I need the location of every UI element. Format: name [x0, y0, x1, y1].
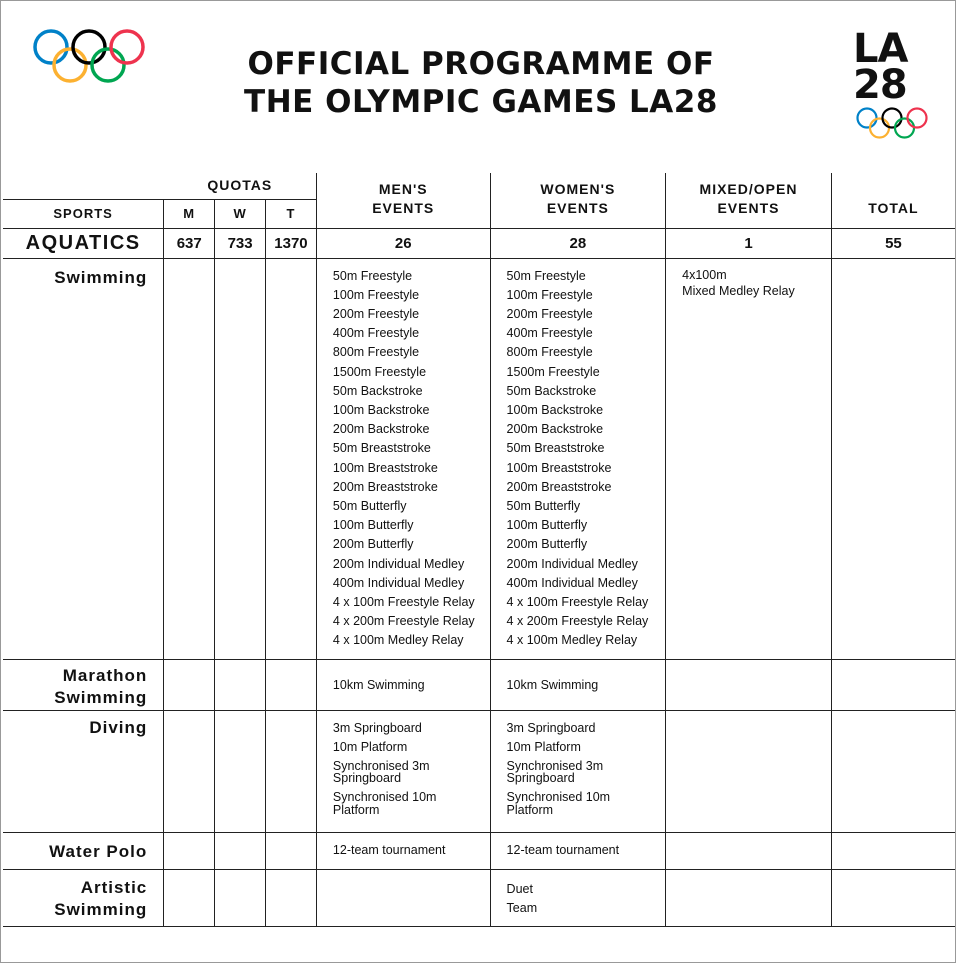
empty-cell	[266, 832, 317, 869]
event-item: 4x100m	[682, 267, 727, 282]
aquatics-quota-m: 637	[164, 228, 215, 258]
event-item: 50m Backstroke	[506, 383, 597, 398]
event-item: 3m Springboard	[332, 720, 422, 735]
empty-cell	[831, 710, 955, 832]
event-item: Mixed Medley Relay	[682, 283, 795, 298]
event-item: 100m Freestyle	[332, 287, 420, 302]
empty-cell	[215, 869, 266, 926]
empty-cell	[666, 710, 832, 832]
event-item: 4 x 200m Freestyle Relay	[332, 614, 475, 629]
empty-cell	[666, 832, 832, 869]
empty-cell	[666, 869, 832, 926]
mixed-events-header	[666, 173, 832, 228]
event-item: 4 x 100m Medley Relay	[506, 633, 638, 648]
page-title	[201, 45, 761, 121]
men-events-label-1: MEN'S	[378, 180, 428, 197]
event-item: Duet	[506, 881, 533, 896]
small-ring-black	[883, 109, 902, 128]
event-item: 50m Backstroke	[332, 383, 423, 398]
marathon-name-1: Marathon	[62, 665, 148, 685]
quotas-header: QUOTAS	[164, 173, 317, 199]
women-events-header	[490, 173, 666, 228]
diving-men-events	[316, 710, 490, 832]
la28-logo-la-text: LA	[853, 26, 908, 72]
event-item: 100m Backstroke	[506, 402, 604, 417]
page-header	[1, 1, 955, 173]
aquatics-name: AQUATICS	[3, 228, 164, 258]
event-item: 400m Individual Medley	[332, 575, 465, 590]
men-events-label-2: EVENTS	[372, 199, 435, 216]
aquatics-mixed-count: 1	[666, 228, 832, 258]
aquatics-quota-t: 1370	[266, 228, 317, 258]
empty-cell	[266, 710, 317, 832]
aquatics-row	[3, 228, 955, 258]
aquatics-men-count: 26	[316, 228, 490, 258]
mixed-events-label-2: EVENTS	[717, 199, 780, 216]
artistic-name-1: Artistic	[80, 877, 148, 897]
aquatics-women-count: 28	[490, 228, 666, 258]
event-item: 1500m Freestyle	[506, 364, 600, 379]
empty-cell	[164, 258, 215, 659]
event-item: 100m Breaststroke	[506, 460, 612, 475]
empty-cell	[215, 832, 266, 869]
small-ring-yellow	[870, 119, 889, 138]
empty-cell	[266, 869, 317, 926]
swimming-mixed-events	[666, 258, 832, 659]
event-item: 400m Freestyle	[332, 326, 420, 341]
empty-cell	[164, 659, 215, 710]
programme-table	[3, 173, 955, 927]
swimming-women-events	[490, 258, 666, 659]
empty-cell	[164, 869, 215, 926]
diving-women-events	[490, 710, 666, 832]
event-item: 12-team tournament	[506, 842, 620, 857]
marathon-name	[3, 659, 164, 710]
event-item: 100m Breaststroke	[332, 460, 438, 475]
marathon-row	[3, 659, 955, 710]
aquatics-quota-w: 733	[215, 228, 266, 258]
ring-yellow	[54, 49, 86, 81]
event-item: 10m Platform	[332, 739, 408, 754]
empty-cell	[215, 659, 266, 710]
event-item: 50m Breaststroke	[506, 441, 605, 456]
water-polo-women-events	[490, 832, 666, 869]
event-item: 200m Freestyle	[506, 306, 593, 321]
event-item: 12-team tournament	[332, 842, 446, 857]
event-item: 200m Freestyle	[332, 306, 420, 321]
ring-blue	[35, 31, 67, 63]
artistic-men-events	[316, 869, 490, 926]
event-item: Team	[506, 900, 538, 915]
men-events-header	[316, 173, 490, 228]
event-item: 400m Individual Medley	[506, 575, 638, 590]
quota-t-header: T	[266, 199, 317, 228]
empty-cell	[666, 659, 832, 710]
event-item: 200m Individual Medley	[506, 556, 638, 571]
empty-cell	[831, 258, 955, 659]
event-item: 100m Butterfly	[332, 518, 414, 533]
event-item: 4 x 100m Medley Relay	[332, 633, 464, 648]
event-item: 200m Backstroke	[332, 422, 430, 437]
artistic-row	[3, 869, 955, 926]
event-item: 200m Breaststroke	[332, 479, 438, 494]
event-item: 200m Butterfly	[506, 537, 588, 552]
event-item: 4 x 100m Freestyle Relay	[332, 594, 475, 609]
marathon-name-2: Swimming	[54, 687, 148, 707]
empty-cell	[215, 258, 266, 659]
total-header: TOTAL	[831, 173, 955, 228]
empty-cell	[164, 710, 215, 832]
diving-name: Diving	[3, 710, 164, 832]
event-item: 1500m Freestyle	[332, 364, 427, 379]
event-item: 10km Swimming	[506, 677, 599, 692]
artistic-name	[3, 869, 164, 926]
event-item: 400m Freestyle	[506, 326, 593, 341]
event-item: 50m Freestyle	[332, 268, 413, 283]
event-item: Synchronised 3m Springboard	[332, 758, 430, 785]
title-line-1: OFFICIAL PROGRAMME OF	[247, 46, 715, 82]
event-item: 4 x 100m Freestyle Relay	[506, 594, 649, 609]
event-item: 50m Breaststroke	[332, 441, 431, 456]
women-events-label-1: WOMEN'S	[540, 180, 616, 197]
women-events-label-2: EVENTS	[546, 199, 609, 216]
event-item: 200m Breaststroke	[506, 479, 612, 494]
olympic-rings-small-icon	[855, 107, 929, 141]
small-ring-green	[895, 119, 914, 138]
event-item: Synchronised 10m Platform	[506, 790, 611, 817]
aquatics-total-count: 55	[831, 228, 955, 258]
event-item: 10km Swimming	[332, 677, 425, 692]
empty-cell	[266, 258, 317, 659]
marathon-women-events	[490, 659, 666, 710]
water-polo-row	[3, 832, 955, 869]
la28-logo-28: 28	[853, 62, 907, 108]
marathon-men-events	[316, 659, 490, 710]
event-item: 100m Freestyle	[506, 287, 593, 302]
artistic-women-events	[490, 869, 666, 926]
swimming-row	[3, 258, 955, 659]
small-ring-red	[908, 109, 927, 128]
empty-cell	[164, 832, 215, 869]
event-item: 200m Individual Medley	[332, 556, 465, 571]
event-item: 10m Platform	[506, 739, 581, 754]
event-item: 50m Butterfly	[332, 498, 407, 513]
empty-cell	[831, 869, 955, 926]
event-item: 800m Freestyle	[506, 345, 593, 360]
ring-black	[73, 31, 105, 63]
quota-w-header: W	[215, 199, 266, 228]
event-item: 800m Freestyle	[332, 345, 420, 360]
ring-red	[111, 31, 143, 63]
ring-green	[92, 49, 124, 81]
event-item: Synchronised 10m Platform	[332, 790, 437, 817]
diving-row	[3, 710, 955, 832]
event-item: 50m Freestyle	[506, 268, 586, 283]
swimming-name: Swimming	[3, 258, 164, 659]
event-item: 100m Backstroke	[332, 402, 430, 417]
event-item: 3m Springboard	[506, 720, 596, 735]
olympic-rings-logo	[31, 29, 147, 85]
event-item: 100m Butterfly	[506, 518, 588, 533]
water-polo-men-events	[316, 832, 490, 869]
empty-cell	[3, 173, 164, 199]
event-item: Synchronised 3m Springboard	[506, 758, 604, 785]
event-item: 4 x 200m Freestyle Relay	[506, 614, 649, 629]
empty-cell	[215, 710, 266, 832]
event-item: 200m Backstroke	[506, 422, 604, 437]
event-item: 50m Butterfly	[506, 498, 581, 513]
small-ring-blue	[858, 109, 877, 128]
mixed-events-label-1: MIXED/OPEN	[699, 180, 798, 197]
swimming-men-events	[316, 258, 490, 659]
sports-header: SPORTS	[3, 199, 164, 228]
la28-logo	[853, 26, 933, 146]
quota-m-header: M	[164, 199, 215, 228]
water-polo-name: Water Polo	[3, 832, 164, 869]
empty-cell	[266, 659, 317, 710]
title-line-2: THE OLYMPIC GAMES LA28	[244, 84, 718, 120]
event-item: 200m Butterfly	[332, 537, 414, 552]
empty-cell	[831, 659, 955, 710]
empty-cell	[831, 832, 955, 869]
artistic-name-2: Swimming	[54, 899, 148, 919]
